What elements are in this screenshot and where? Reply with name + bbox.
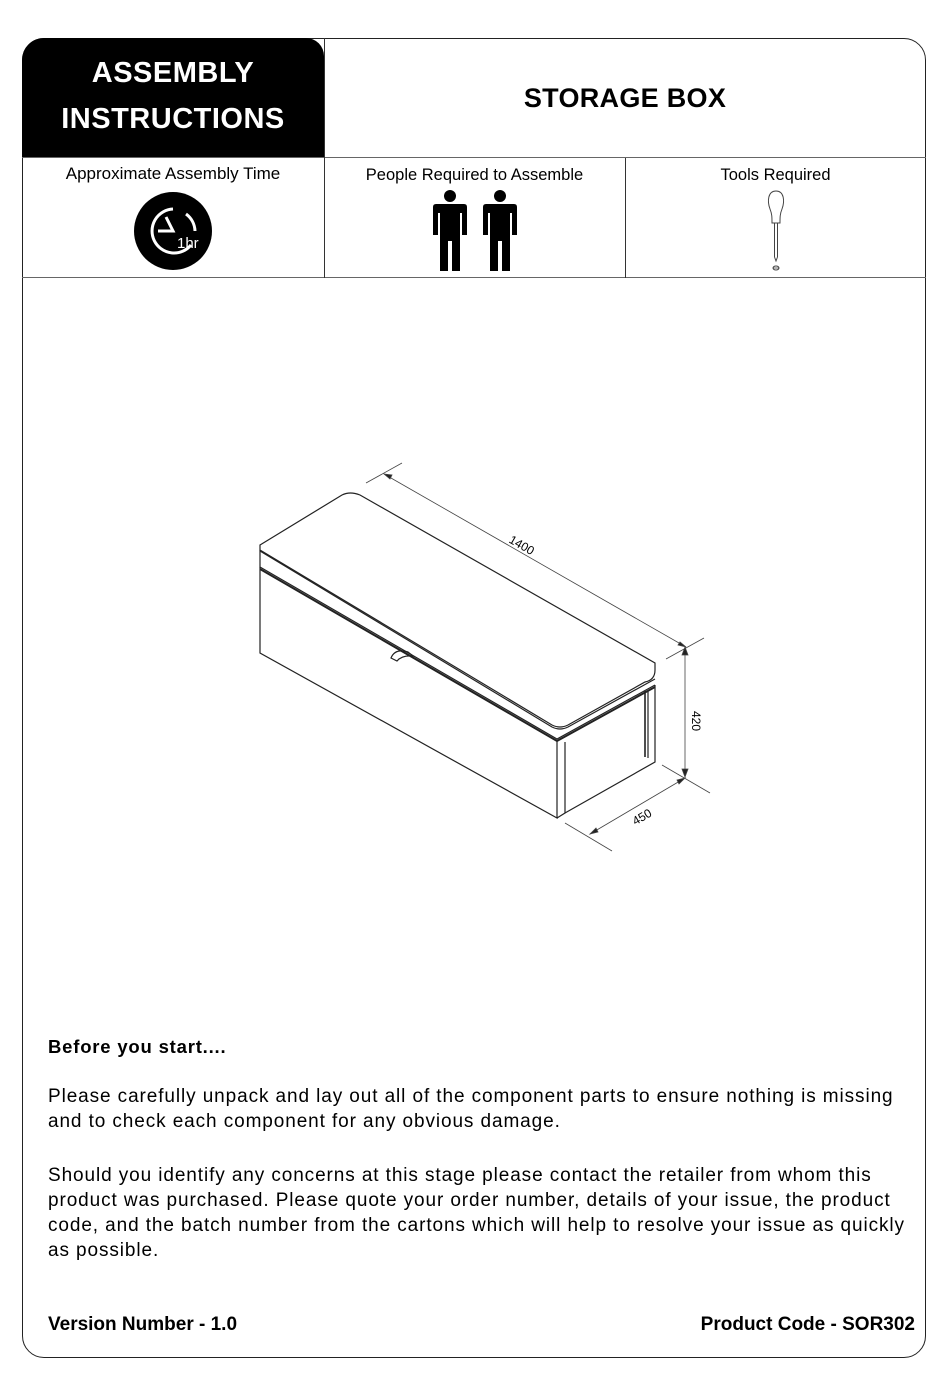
people-required-cell	[324, 158, 625, 278]
assembly-time-cell	[22, 158, 324, 278]
dimension-lines	[366, 463, 710, 851]
depth-dimension: 450	[629, 805, 655, 829]
assembly-time-value: 1hr	[177, 235, 199, 252]
before-you-start-section	[48, 1036, 908, 1292]
product-code: Product Code - SOR302	[700, 1314, 915, 1335]
title-line-1: ASSEMBLY	[91, 57, 255, 89]
people-required-label: People Required to Assemble	[365, 166, 584, 184]
person-icon	[432, 189, 468, 273]
product-title: STORAGE BOX	[523, 82, 727, 113]
title-line-2: INSTRUCTIONS	[61, 103, 285, 135]
length-dimension: 1400	[506, 532, 537, 558]
person-icon	[482, 189, 518, 273]
height-dimension: 420	[689, 711, 703, 732]
instruction-paragraph: Please carefully unpack and lay out all of the component parts to ensure nothing is missing and to check each component for any obvious damage.	[48, 1086, 894, 1132]
instruction-paragraph: Should you identify any concerns at this stage please contact the retailer from whom this product was purchased. Please quote your order number, details of your issue, the product code, and the batch number from the cartons which will help to resolve your issue as quickly as possible.	[48, 1165, 905, 1261]
before-you-start-heading: Before you start....	[48, 1036, 227, 1057]
assembly-instructions-title	[22, 38, 324, 158]
version-number: Version Number - 1.0	[48, 1314, 238, 1335]
tools-required-cell	[625, 158, 926, 278]
assembly-time-label: Approximate Assembly Time	[65, 164, 281, 183]
tools-required-label: Tools Required	[720, 166, 831, 184]
storage-box-diagram	[250, 455, 720, 855]
screwdriver-icon	[764, 189, 788, 273]
storage-box-drawing	[260, 493, 655, 818]
clock-icon	[133, 191, 213, 271]
